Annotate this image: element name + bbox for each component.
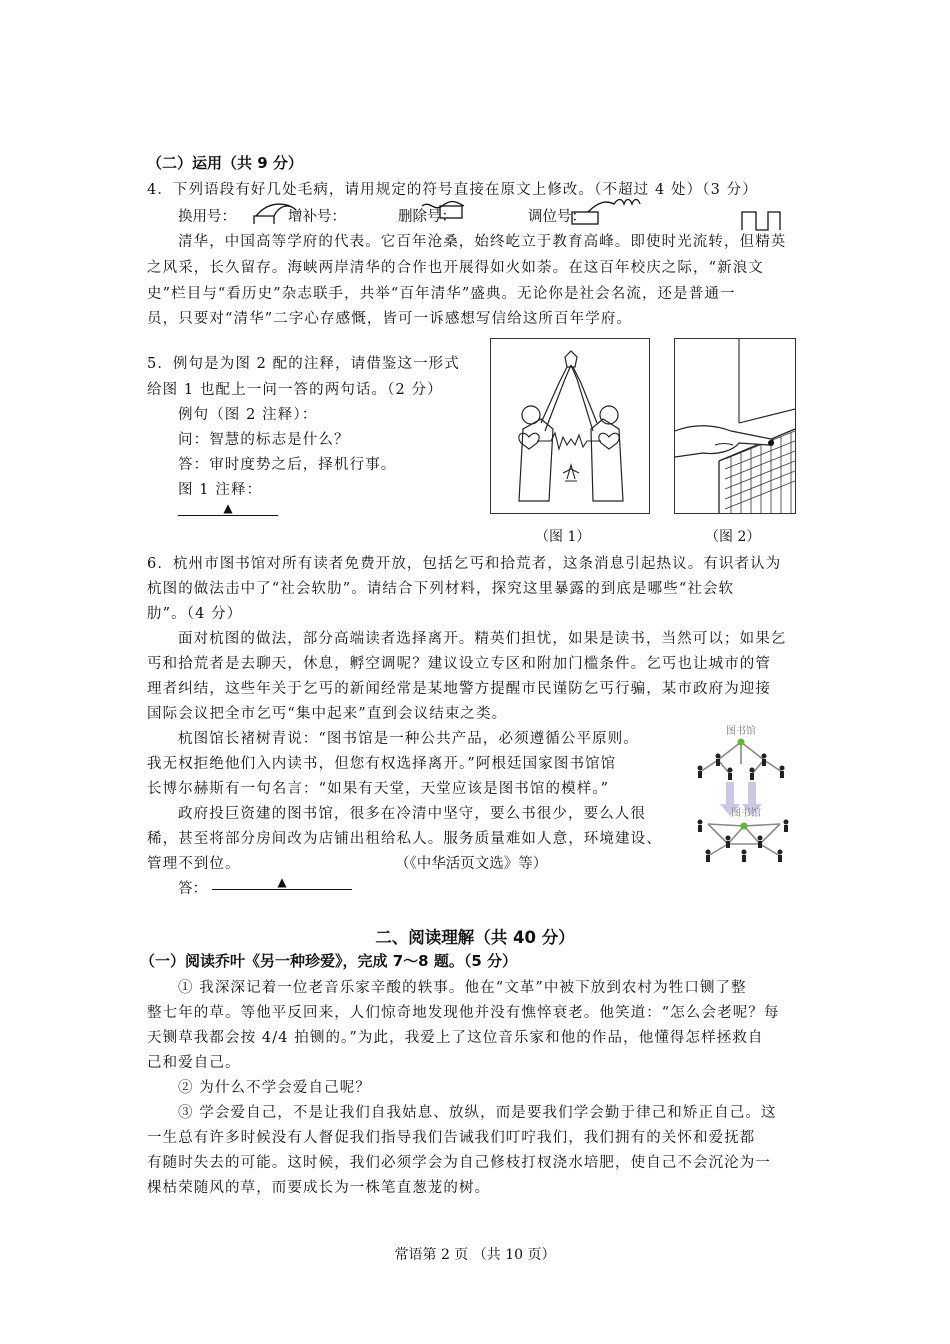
q4-passage-line-2: 之风采，长久留存。海峡两岸清华的合作也开展得如火如荼。在这百年校庆之际，“新浪文 [147, 260, 764, 276]
transpose-symbol-icon [738, 206, 784, 232]
q6-stem-line-1: 6．杭州市图书馆对所有读者免费开放，包括乞丐和拾荒者，这条消息引起热议。有识者认为 [147, 556, 782, 572]
q6-material-line-3: 理者纠结，这些年关于乞丐的新闻经常是某地警方提醒市民谨防乞丐行骗，某市政府为迎接 [147, 681, 771, 697]
q4-stem: 4．下列语段有好几处毛病，请用规定的符号直接在原文上修改。（不超过 4 处）（3 分） [147, 182, 758, 198]
figure-2-caption: （图 2） [705, 529, 761, 545]
q5-line-3: 例句（图 2 注释）： [178, 407, 318, 423]
diagram-label-bottom: 图书馆 [731, 808, 761, 819]
q6-answer-label: 答： [178, 881, 207, 897]
q6-material-line-6: 我无权拒绝他们入内读书，但您有权选择离开。”阿根廷国家图书馆馆 [147, 756, 617, 772]
reading-line-5: ② 为什么不学会爱自己呢？ [178, 1080, 371, 1096]
q6-material-line-1: 面对杭图的做法，部分高端读者选择离开。精英们担忧，如果是读书，当然可以；如果乞 [178, 631, 787, 647]
reading-line-3: 天铡草我都会按 4/4 拍铡的。”为此，我爱上了这位音乐家和他的作品，他懂得怎样拯救自 [147, 1030, 764, 1046]
insert-symbol-label: 增补号： [288, 209, 346, 225]
q5-blank-marker: ▲ [178, 501, 278, 516]
q5-line-6: 图 1 注释： [178, 482, 263, 498]
reading-line-1: ① 我深深记着一位老音乐家辛酸的轶事。他在“文革”中被下放到农村为牲口铡了整 [178, 980, 747, 996]
reading-line-7: 一生总有许多时候没有人督促我们指导我们告诫我们叮咛我们，我们拥有的关怀和爱抚都 [147, 1130, 756, 1146]
q6-blank-marker: ▲ [212, 875, 352, 890]
reorder-symbol-icon [568, 196, 648, 228]
q6-source: （《中华活页文选》等） [395, 856, 548, 872]
q6-stem-line-3: 肋”。（4 分） [147, 606, 243, 622]
q6-material-line-10: 管理不到位。 [147, 856, 241, 872]
reading-line-2: 整七年的草。等他平反回来，人们惊奇地发现他并没有憔悴衰老。他笑道：“怎么会老呢？每 [147, 1005, 780, 1021]
replace-symbol-label: 换用号： [178, 209, 236, 225]
q5-answer-blank[interactable] [178, 500, 278, 516]
q4-passage-line-1: 清华，中国高等学府的代表。它百年沧桑，始终屹立于教育高峰。即使时光流转，但精英 [178, 234, 787, 250]
q6-material-line-9: 稀，甚至将部分房间改为店铺出租给私人。服务质量难如人意，环境建设、 [147, 831, 662, 847]
q5-line-1: 5．例句是为图 2 配的注释，请借鉴这一形式 [147, 356, 460, 372]
figure-2 [674, 338, 796, 514]
q6-material-line-7: 长博尔赫斯有一句名言：“如果有天堂，天堂应该是图书馆的模样。” [147, 781, 610, 797]
q4-passage-line-3: 史”栏目与“看历史”杂志联手，共举“百年清华”盛典。无论你是社会名流，还是普通一 [147, 286, 736, 302]
q6-material-line-4: 国际会议把全市乞丐“集中起来”直到会议结束之类。 [147, 706, 508, 722]
figure-1-caption: （图 1） [535, 529, 591, 545]
library-diagram-drawing [688, 720, 794, 866]
q6-material-line-8: 政府投巨资建的图书馆，很多在冷清中坚守，要么书很少，要么人很 [178, 806, 646, 822]
q5-line-5: 答：审时度势之后，择机行事。 [178, 457, 397, 473]
page-footer: 常语第 2 页 （共 10 页） [394, 1247, 556, 1263]
figure-1 [490, 338, 650, 514]
reading-line-6: ③ 学会爱自己，不是让我们自我姑息、放纵，而是要我们学会勤于律己和矫正自己。这 [178, 1105, 777, 1121]
reorder-symbol-label: 调位号： [528, 209, 586, 225]
delete-symbol-icon [420, 198, 466, 224]
figure-1-drawing [491, 339, 649, 513]
q5-line-4: 问：智慧的标志是什么？ [178, 432, 350, 448]
reading-line-9: 棵枯荣随风的草，而要成长为一株笔直葱茏的树。 [147, 1180, 491, 1196]
q6-stem-line-2: 杭图的做法击中了“社会软肋”。请结合下列材料，探究这里暴露的到底是哪些“社会软 [147, 581, 735, 597]
q4-passage-line-4: 员，只要对“清华”二字心存感慨，皆可一诉感想写信给这所百年学府。 [147, 311, 633, 327]
library-diagram [688, 720, 794, 866]
q6-material-line-2: 丐和拾荒者是去聊天，休息，孵空调呢？建议设立专区和附加门槛条件。乞丐也让城市的管 [147, 656, 771, 672]
reading-line-8: 有随时失去的可能。这时候，我们必须学会为自己修枝打杈浇水培肥，使自己不会沉沦为一 [147, 1155, 771, 1171]
q6-material-line-5: 杭图馆长褚树青说：“图书馆是一种公共产品，必须遵循公平原则。 [178, 731, 639, 747]
part2-heading: 二、阅读理解（共 40 分） [375, 928, 575, 947]
section-heading: （二）运用（共 9 分） [147, 154, 303, 172]
delete-symbol-label: 删除号： [398, 209, 456, 225]
diagram-label-top: 图书馆 [726, 726, 756, 737]
part2-sub-heading: （一）阅读乔叶《另一种珍爱》，完成 7～8 题。（5 分） [140, 952, 517, 970]
reading-line-4: 己和爱自己。 [147, 1055, 241, 1071]
q6-answer-blank[interactable] [212, 874, 352, 890]
q5-line-2: 给图 1 也配上一问一答的两句话。（2 分） [147, 382, 443, 398]
figure-2-drawing [675, 339, 795, 513]
